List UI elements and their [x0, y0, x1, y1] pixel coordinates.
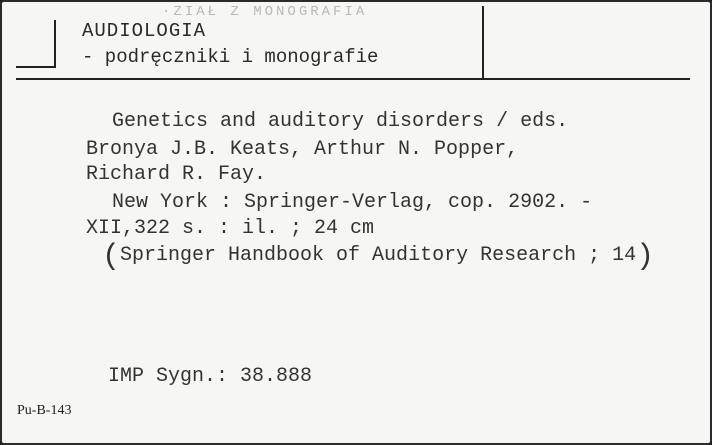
series-close-paren: ) [636, 240, 655, 274]
series-open-paren: ( [102, 240, 121, 274]
entry-editors-line-1: Bronya J.B. Keats, Arthur N. Popper, [86, 138, 519, 161]
entry-editors-line-2: Richard R. Fay. [86, 163, 267, 186]
entry-imprint: New York : Springer-Verlag, cop. 2902. - [112, 191, 593, 214]
entry-series [102, 240, 655, 274]
subject-heading-subtitle: - podręczniki i monografie [82, 46, 379, 68]
entry-extent: XII,322 s. : il. ; 24 cm [86, 217, 375, 240]
series-text: Springer Handbook of Auditory Research ; 14 [120, 244, 637, 267]
subject-divider-horizontal [16, 78, 690, 80]
entry-title-line: Genetics and auditory disorders / eds. [112, 110, 569, 133]
call-number: IMP Sygn.: 38.888 [108, 365, 313, 388]
faded-heading: ·ZIAŁ Z MONOGRAFIA [162, 4, 368, 20]
subject-divider-vertical [482, 6, 484, 80]
library-siglum: Pu-B-143 [17, 403, 72, 418]
subject-heading-title: AUDIOLOGIA [82, 20, 207, 42]
corner-bracket-mark [16, 20, 56, 68]
